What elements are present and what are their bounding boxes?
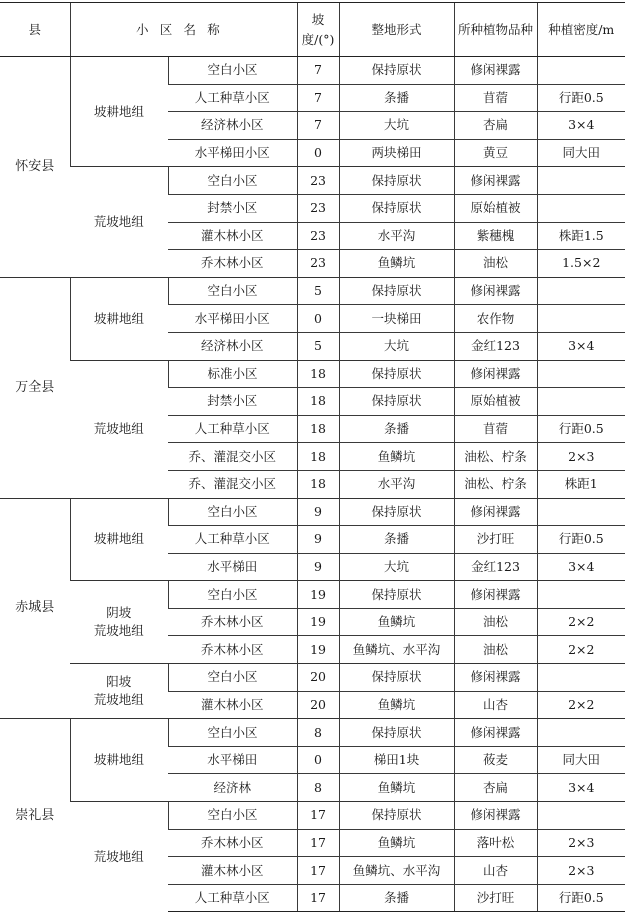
species-cell: 油松、柠条 [454,443,537,471]
county-cell: 赤城县 [0,498,70,719]
slope-cell: 5 [297,332,339,360]
group-cell: 坡耕地组 [70,277,168,360]
preparation-cell: 大坑 [339,332,454,360]
plot-name-cell: 空白小区 [168,167,297,195]
slope-cell: 9 [297,526,339,554]
plot-name-cell: 空白小区 [168,57,297,85]
density-cell: 3×4 [537,553,625,581]
density-cell: 同大田 [537,746,625,774]
slope-cell: 18 [297,470,339,498]
density-cell: 2×2 [537,608,625,636]
preparation-cell: 保持原状 [339,664,454,692]
preparation-cell: 保持原状 [339,388,454,416]
county-cell: 万全县 [0,277,70,498]
slope-cell: 17 [297,829,339,857]
preparation-cell: 保持原状 [339,360,454,388]
density-cell [537,277,625,305]
preparation-cell: 大坑 [339,553,454,581]
density-cell: 3×4 [537,774,625,802]
species-cell: 黄豆 [454,139,537,167]
density-cell: 行距0.5 [537,84,625,112]
plot-name-cell: 封禁小区 [168,194,297,222]
slope-cell: 19 [297,608,339,636]
plot-name-cell: 经济林 [168,774,297,802]
plot-name-cell: 灌木林小区 [168,857,297,885]
plot-name-cell: 经济林小区 [168,332,297,360]
preparation-cell: 鱼鳞坑 [339,829,454,857]
plot-name-cell: 乔木林小区 [168,829,297,857]
plot-name-cell: 空白小区 [168,498,297,526]
header-preparation: 整地形式 [339,3,454,57]
species-cell: 沙打旺 [454,884,537,912]
species-cell: 山杏 [454,691,537,719]
species-cell: 修闲裸露 [454,498,537,526]
preparation-cell: 鱼鳞坑 [339,443,454,471]
preparation-cell: 条播 [339,84,454,112]
preparation-cell: 保持原状 [339,498,454,526]
plot-name-cell: 灌木林小区 [168,691,297,719]
table-row [0,167,625,195]
density-cell: 2×3 [537,443,625,471]
header-plot-name: 小区名称 [70,3,297,57]
slope-cell: 23 [297,250,339,278]
species-cell: 沙打旺 [454,526,537,554]
species-cell: 落叶松 [454,829,537,857]
plot-name-cell: 空白小区 [168,802,297,830]
species-cell: 杏扁 [454,774,537,802]
density-cell [537,167,625,195]
county-cell: 怀安县 [0,57,70,278]
density-cell: 2×3 [537,857,625,885]
plot-name-cell: 水平梯田 [168,746,297,774]
table-row [0,802,625,830]
species-cell: 苜蓿 [454,415,537,443]
preparation-cell: 水平沟 [339,470,454,498]
preparation-cell: 保持原状 [339,719,454,747]
slope-cell: 5 [297,277,339,305]
density-cell: 株距1.5 [537,222,625,250]
plot-name-cell: 人工种草小区 [168,884,297,912]
preparation-cell: 保持原状 [339,167,454,195]
preparation-cell: 鱼鳞坑 [339,608,454,636]
slope-cell: 18 [297,388,339,416]
table-row [0,57,625,85]
slope-cell: 18 [297,415,339,443]
preparation-cell: 两块梯田 [339,139,454,167]
plot-name-cell: 乔木林小区 [168,636,297,664]
slope-cell: 18 [297,443,339,471]
slope-cell: 0 [297,305,339,333]
slope-cell: 20 [297,691,339,719]
species-cell: 修闲裸露 [454,581,537,609]
density-cell: 株距1 [537,470,625,498]
species-cell: 金红123 [454,553,537,581]
slope-cell: 23 [297,194,339,222]
slope-cell: 23 [297,222,339,250]
preparation-cell: 大坑 [339,112,454,140]
plot-name-cell: 空白小区 [168,277,297,305]
density-cell: 行距0.5 [537,526,625,554]
group-cell: 坡耕地组 [70,57,168,167]
slope-cell: 17 [297,884,339,912]
slope-cell: 7 [297,112,339,140]
table-body [0,57,625,912]
group-cell: 荒坡地组 [70,360,168,498]
slope-cell: 9 [297,498,339,526]
group-cell: 荒坡地组 [70,802,168,912]
plot-name-cell: 人工种草小区 [168,415,297,443]
preparation-cell: 鱼鳞坑 [339,774,454,802]
slope-cell: 0 [297,139,339,167]
header-county: 县 [0,3,70,57]
group-cell [70,581,168,664]
group-cell [70,664,168,719]
table-row [0,581,625,609]
density-cell [537,498,625,526]
preparation-cell: 鱼鳞坑、水平沟 [339,636,454,664]
density-cell [537,305,625,333]
plot-name-cell: 乔、灌混交小区 [168,443,297,471]
plot-name-cell: 乔木林小区 [168,608,297,636]
preparation-cell: 条播 [339,526,454,554]
preparation-cell: 保持原状 [339,581,454,609]
species-cell: 修闲裸露 [454,277,537,305]
density-cell [537,388,625,416]
species-cell: 苜蓿 [454,84,537,112]
preparation-cell: 条播 [339,884,454,912]
table-header-row [0,3,625,57]
density-cell [537,360,625,388]
species-cell: 修闲裸露 [454,719,537,747]
plot-name-cell: 人工种草小区 [168,526,297,554]
slope-cell: 20 [297,664,339,692]
slope-cell: 17 [297,802,339,830]
preparation-cell: 保持原状 [339,802,454,830]
plot-name-cell: 乔木林小区 [168,250,297,278]
species-cell: 原始植被 [454,194,537,222]
county-cell: 崇礼县 [0,719,70,912]
preparation-cell: 鱼鳞坑 [339,250,454,278]
slope-cell: 7 [297,84,339,112]
slope-cell: 23 [297,167,339,195]
table-row [0,360,625,388]
slope-cell: 9 [297,553,339,581]
density-cell: 行距0.5 [537,884,625,912]
density-cell [537,57,625,85]
density-cell: 2×3 [537,829,625,857]
species-cell: 油松 [454,636,537,664]
species-cell: 修闲裸露 [454,360,537,388]
density-cell [537,581,625,609]
species-cell: 莜麦 [454,746,537,774]
slope-cell: 0 [297,746,339,774]
preparation-cell: 鱼鳞坑 [339,691,454,719]
density-cell: 2×2 [537,636,625,664]
plot-name-cell: 空白小区 [168,664,297,692]
species-cell: 油松 [454,250,537,278]
group-label-line1: 阴坡 [106,605,132,621]
density-cell: 同大田 [537,139,625,167]
preparation-cell: 保持原状 [339,277,454,305]
plot-name-cell: 水平梯田 [168,553,297,581]
group-cell: 坡耕地组 [70,498,168,581]
table-row [0,277,625,305]
preparation-cell: 一块梯田 [339,305,454,333]
plot-name-cell: 乔、灌混交小区 [168,470,297,498]
species-cell: 修闲裸露 [454,802,537,830]
species-cell: 金红123 [454,332,537,360]
species-cell: 农作物 [454,305,537,333]
slope-cell: 7 [297,57,339,85]
plot-name-cell: 经济林小区 [168,112,297,140]
group-cell: 荒坡地组 [70,167,168,277]
slope-cell: 19 [297,636,339,664]
plot-name-cell: 空白小区 [168,719,297,747]
species-cell: 山杏 [454,857,537,885]
density-cell [537,802,625,830]
slope-cell: 19 [297,581,339,609]
density-cell [537,664,625,692]
density-cell: 3×4 [537,332,625,360]
density-cell: 2×2 [537,691,625,719]
table-row [0,719,625,747]
plot-name-cell: 空白小区 [168,581,297,609]
header-slope: 坡度/(°) [297,3,339,57]
species-cell: 原始植被 [454,388,537,416]
species-cell: 修闲裸露 [454,57,537,85]
group-label-line2: 荒坡地组 [93,623,144,639]
slope-cell: 18 [297,360,339,388]
density-cell [537,194,625,222]
density-cell: 3×4 [537,112,625,140]
density-cell: 行距0.5 [537,415,625,443]
plot-name-cell: 水平梯田小区 [168,139,297,167]
preparation-cell: 水平沟 [339,222,454,250]
group-label-line1: 阳坡 [106,674,132,690]
density-cell: 1.5×2 [537,250,625,278]
header-species: 所种植物品种 [454,3,537,57]
species-cell: 修闲裸露 [454,167,537,195]
preparation-cell: 保持原状 [339,57,454,85]
table-row [0,664,625,692]
plot-name-cell: 封禁小区 [168,388,297,416]
table-row [0,498,625,526]
species-cell: 修闲裸露 [454,664,537,692]
group-label-line2: 荒坡地组 [93,692,144,708]
density-cell [537,719,625,747]
plot-name-cell: 水平梯田小区 [168,305,297,333]
preparation-cell: 鱼鳞坑、水平沟 [339,857,454,885]
plot-name-cell: 标准小区 [168,360,297,388]
header-density: 种植密度/m [537,3,625,57]
species-cell: 油松 [454,608,537,636]
slope-cell: 8 [297,774,339,802]
slope-cell: 8 [297,719,339,747]
plot-name-cell: 人工种草小区 [168,84,297,112]
preparation-cell: 条播 [339,415,454,443]
preparation-cell: 梯田1块 [339,746,454,774]
plot-name-cell: 灌木林小区 [168,222,297,250]
species-cell: 紫穗槐 [454,222,537,250]
slope-cell: 17 [297,857,339,885]
species-cell: 杏扁 [454,112,537,140]
group-cell: 坡耕地组 [70,719,168,802]
species-cell: 油松、柠条 [454,470,537,498]
preparation-cell: 保持原状 [339,194,454,222]
experiment-plot-table [0,2,625,912]
